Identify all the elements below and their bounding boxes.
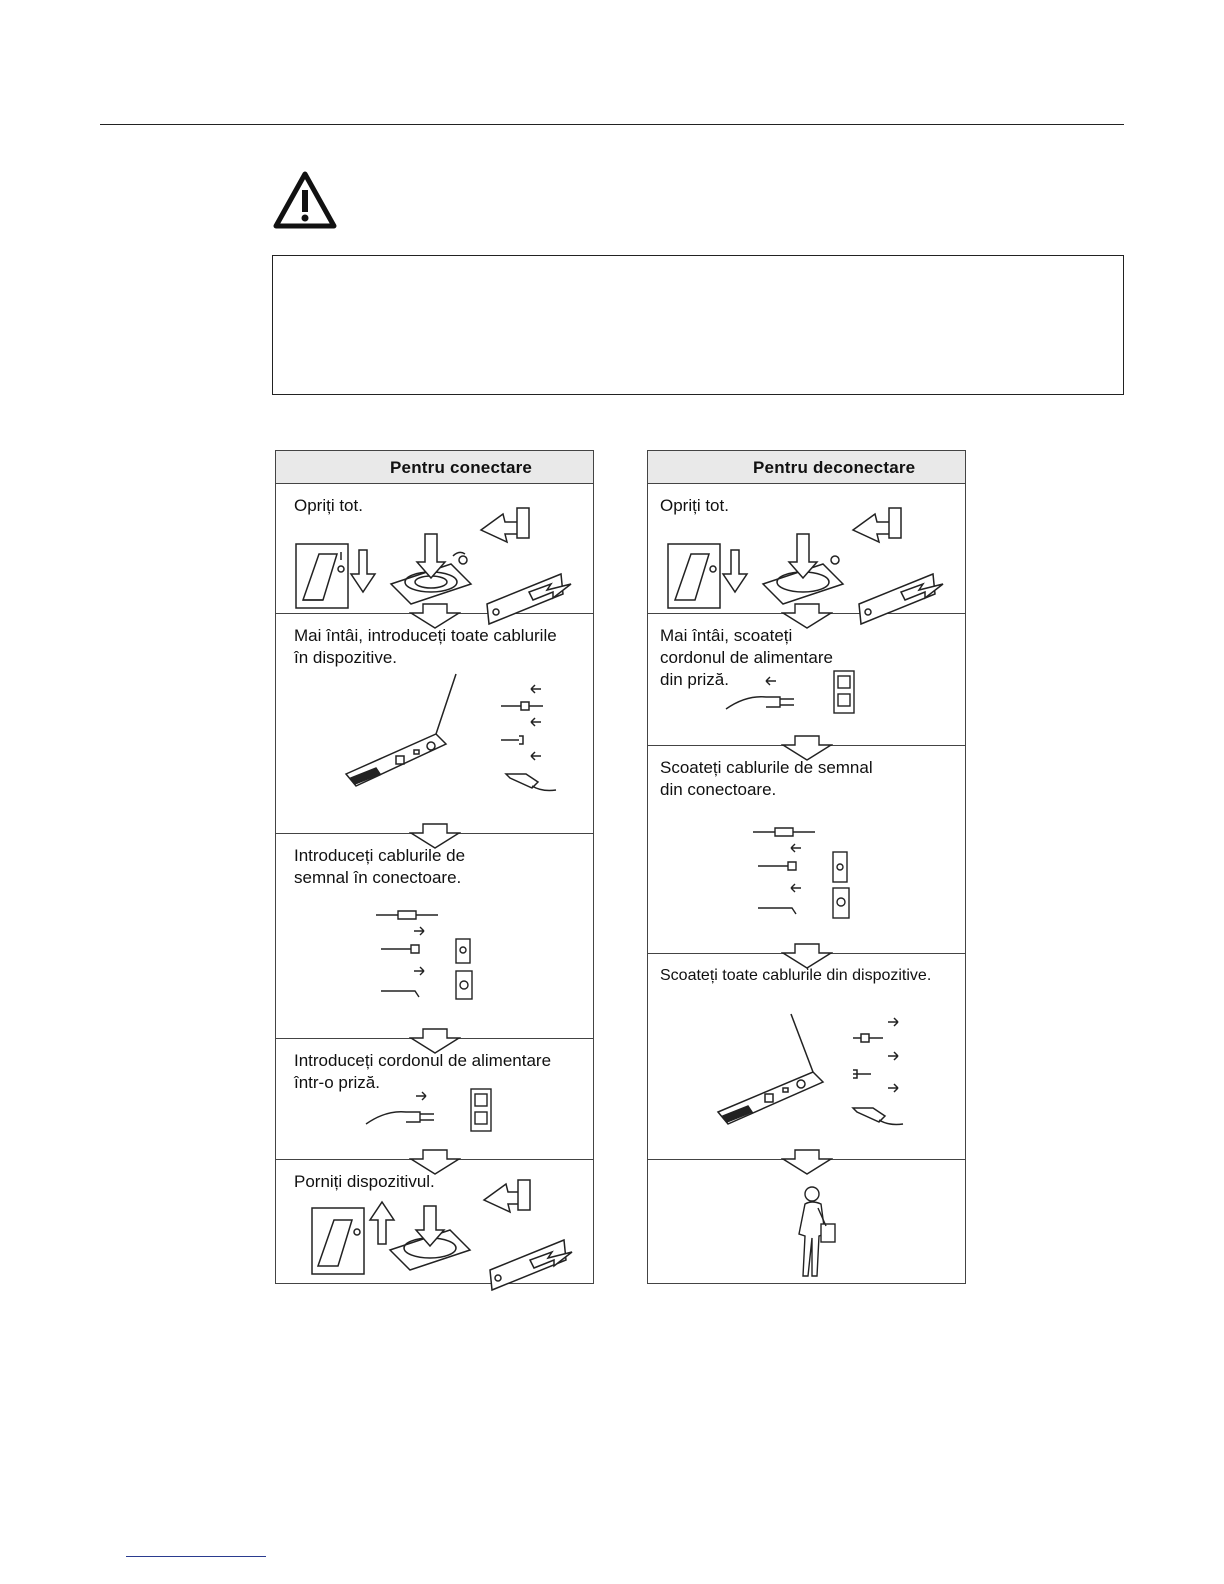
disconnect-step-remove-cables-devices: [648, 954, 965, 1160]
power-off-illustration-icon: [663, 504, 953, 614]
connect-panel: [275, 450, 594, 1284]
laptop-ports-illustration-icon: [713, 1014, 963, 1144]
connect-step-text: Introduceți cordonul de alimentare într-o priză.: [294, 1051, 552, 1092]
disconnect-panel: [647, 450, 966, 1284]
signal-cable-illustration-icon: [376, 909, 486, 1029]
disconnect-step-text: Mai întâi, scoateți cordonul de alimentare din priză.: [660, 626, 833, 689]
power-cord-illustration-icon: [726, 669, 866, 729]
connect-step-text: Mai întâi, introduceți toate cablurile în dispozitive.: [294, 626, 557, 667]
power-cord-illustration-icon: [366, 1084, 506, 1154]
disconnect-step-power-cord: [648, 614, 965, 746]
disconnect-step-text: Opriți tot.: [660, 496, 729, 515]
down-arrow-icon: [781, 1149, 833, 1175]
disconnect-step-power-off: [648, 484, 965, 614]
disconnect-step-signal-cables: [648, 746, 965, 954]
connect-step-power-cord: [276, 1039, 593, 1160]
signal-cable-illustration-icon: [753, 826, 863, 946]
warning-triangle-icon: [272, 170, 338, 230]
disconnect-step-text: Scoateți toate cablurile din dispozitive.: [660, 967, 932, 984]
connect-step-text: Opriți tot.: [294, 496, 363, 515]
notice-box: [272, 255, 1124, 395]
disconnect-heading: Pentru deconectare: [648, 451, 965, 484]
connect-step-text: Porniți dispozitivul.: [294, 1172, 435, 1191]
connect-step-text: Introduceți cablurile de semnal în conectoare.: [294, 846, 466, 887]
disconnect-step-text: Scoateți cablurile de semnal din conectoare.: [660, 758, 873, 799]
connect-step-power-off: [276, 484, 593, 614]
power-off-illustration-icon: [291, 504, 581, 614]
power-on-illustration-icon: [304, 1180, 594, 1280]
laptop-ports-illustration-icon: [336, 674, 586, 804]
footer-link-rule: [126, 1556, 266, 1557]
connect-step-signal-cables: [276, 834, 593, 1039]
connect-step-insert-cables-devices: [276, 614, 593, 834]
walking-person-icon: [788, 1184, 848, 1284]
connect-step-power-on: [276, 1160, 593, 1285]
header-rule: [100, 124, 1124, 125]
connect-heading: Pentru conectare: [276, 451, 593, 484]
disconnect-step-done: [648, 1160, 965, 1285]
